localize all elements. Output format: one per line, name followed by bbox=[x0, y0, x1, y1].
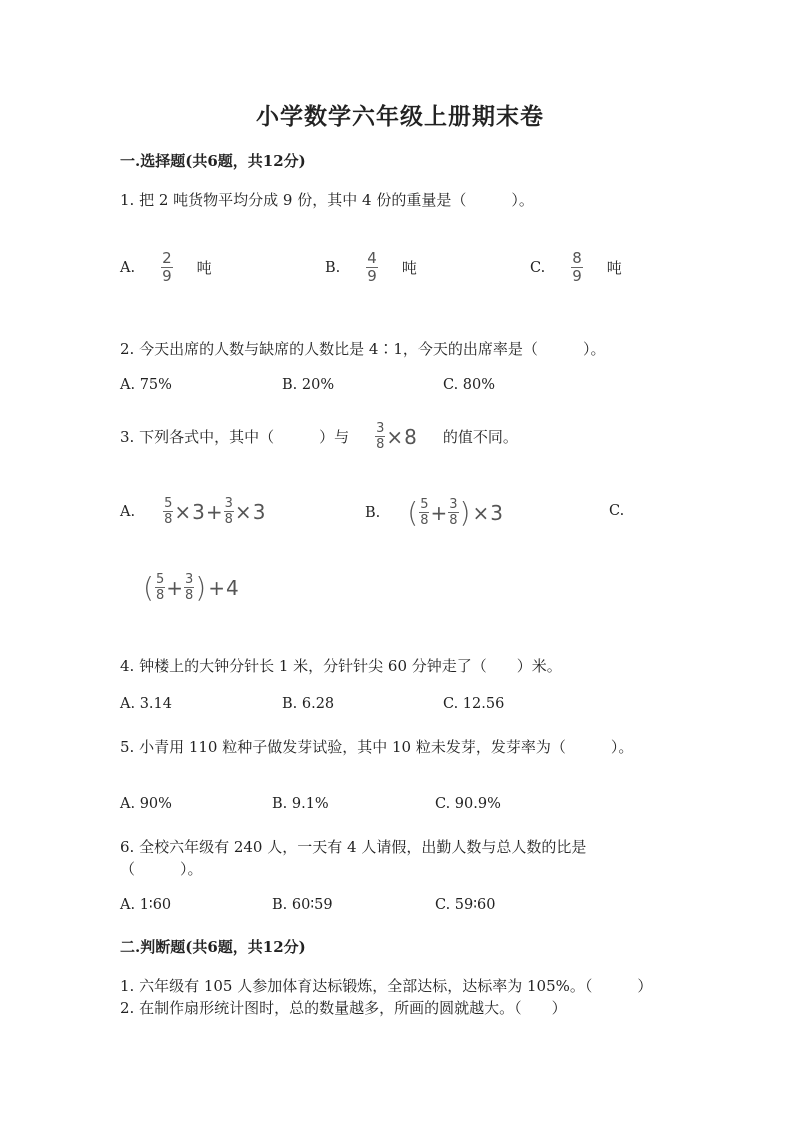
right-paren: ) bbox=[195, 571, 207, 604]
numerator: 5 bbox=[164, 496, 173, 511]
q4-option-a: A. 3.14 bbox=[120, 696, 172, 712]
q2-option-a: A. 75% bbox=[120, 377, 172, 393]
option-label: B. bbox=[365, 504, 381, 521]
fraction bbox=[155, 572, 165, 603]
denominator: 8 bbox=[155, 588, 165, 603]
question-3-before: 3. 下列各式中，其中（ ）与 bbox=[120, 428, 350, 446]
question-2-text: 2. 今天出席的人数与缺席的人数比是 4∶1，今天的出席率是（ ）。 bbox=[120, 340, 606, 358]
fraction bbox=[375, 421, 385, 452]
times-sign: × bbox=[472, 500, 490, 525]
unit-text: 吨 bbox=[606, 259, 622, 277]
numerator: 5 bbox=[420, 497, 429, 512]
q3-option-c-math bbox=[142, 571, 239, 604]
numerator: 3 bbox=[376, 421, 385, 436]
judgement-2-text: 2. 在制作扇形统计图时，总的数量越多，所画的圆就越大。（ ） bbox=[120, 999, 567, 1017]
question-1-text: 1. 把 2 吨货物平均分成 9 份，其中 4 份的重量是（ ）。 bbox=[120, 191, 534, 209]
question-6-text-line1: 6. 全校六年级有 240 人，一天有 4 人请假，出勤人数与总人数的比是 bbox=[120, 838, 587, 856]
q4-option-c: C. 12.56 bbox=[443, 696, 505, 712]
option-label: B. bbox=[325, 259, 341, 276]
numerator: 3 bbox=[184, 572, 194, 587]
option-label: C. bbox=[530, 259, 546, 276]
fraction bbox=[571, 250, 583, 285]
q2-option-c: C. 80% bbox=[443, 377, 496, 393]
fraction bbox=[366, 250, 378, 285]
unit-text: 吨 bbox=[196, 259, 212, 277]
numerator: 2 bbox=[162, 249, 172, 267]
value: 3 bbox=[490, 500, 503, 525]
q6-option-a: A. 1∶60 bbox=[120, 897, 172, 913]
times-sign: × bbox=[386, 424, 404, 449]
page-title: 小学数学六年级上册期末卷 bbox=[256, 103, 544, 130]
q5-option-a: A. 90% bbox=[120, 796, 172, 812]
q1-option-a bbox=[120, 250, 212, 285]
q2-option-b: B. 20% bbox=[282, 377, 335, 393]
right-paren: ) bbox=[459, 496, 471, 529]
value: 8 bbox=[404, 424, 417, 449]
denominator: 9 bbox=[162, 267, 172, 285]
value: 3 bbox=[252, 499, 266, 524]
q6-option-c: C. 59∶60 bbox=[435, 897, 496, 913]
denominator: 9 bbox=[572, 267, 582, 285]
fraction bbox=[163, 496, 173, 527]
denominator: 8 bbox=[420, 513, 429, 528]
q6-option-b: B. 60∶59 bbox=[272, 897, 333, 913]
judgement-1-text: 1. 六年级有 105 人参加体育达标锻炼，全部达标，达标率为 105%。（ ） bbox=[120, 977, 653, 995]
numerator: 3 bbox=[224, 496, 233, 511]
q1-option-b bbox=[325, 250, 417, 285]
fraction bbox=[448, 497, 458, 528]
fraction bbox=[184, 572, 194, 603]
q3-option-a-expression bbox=[163, 496, 265, 527]
plus-sign: + bbox=[208, 575, 225, 600]
value: 3 bbox=[192, 499, 205, 524]
plus-sign: + bbox=[166, 575, 183, 600]
fraction bbox=[224, 496, 234, 527]
numerator: 5 bbox=[155, 572, 165, 587]
denominator: 9 bbox=[367, 267, 377, 285]
q3-option-a bbox=[120, 496, 265, 527]
numerator: 8 bbox=[572, 249, 582, 267]
numerator: 4 bbox=[367, 249, 377, 267]
fraction bbox=[161, 250, 173, 285]
option-label: A. bbox=[120, 503, 136, 520]
q3-option-b-expression bbox=[406, 496, 503, 529]
times-sign: × bbox=[174, 499, 192, 524]
denominator: 8 bbox=[376, 437, 385, 452]
question-3-text bbox=[120, 421, 518, 452]
q4-option-b: B. 6.28 bbox=[282, 696, 335, 712]
question-4-text: 4. 钟楼上的大钟分针长 1 米，分针针尖 60 分钟走了（ ）米。 bbox=[120, 657, 562, 675]
q5-option-c: C. 90.9% bbox=[435, 796, 501, 812]
unit-text: 吨 bbox=[401, 259, 417, 277]
question-6-text-line2: （ ）。 bbox=[120, 860, 203, 878]
q5-option-b: B. 9.1% bbox=[272, 796, 329, 812]
denominator: 8 bbox=[184, 588, 194, 603]
plus-sign: + bbox=[430, 500, 448, 525]
q3-option-c-label: C. bbox=[609, 503, 625, 519]
fraction bbox=[419, 497, 429, 528]
option-label: A. bbox=[120, 259, 136, 276]
q1-option-c bbox=[530, 250, 622, 285]
left-paren: ( bbox=[143, 571, 154, 604]
question-3-after: 的值不同。 bbox=[442, 428, 518, 446]
section-heading-choice: 一.选择题(共6题，共12分) bbox=[120, 152, 306, 170]
left-paren: ( bbox=[407, 496, 419, 529]
plus-sign: + bbox=[205, 499, 223, 524]
denominator: 8 bbox=[449, 513, 458, 528]
q3-option-b bbox=[365, 496, 503, 529]
value: 4 bbox=[225, 575, 239, 600]
question-5-text: 5. 小青用 110 粒种子做发芽试验，其中 10 粒未发芽，发芽率为（ ）。 bbox=[120, 738, 634, 756]
denominator: 8 bbox=[164, 512, 173, 527]
q3-expression bbox=[375, 421, 417, 452]
numerator: 3 bbox=[449, 497, 458, 512]
times-sign: × bbox=[234, 499, 252, 524]
denominator: 8 bbox=[224, 512, 233, 527]
q3-option-c-expression bbox=[142, 571, 239, 604]
section-heading-judgement: 二.判断题(共6题，共12分) bbox=[120, 938, 306, 956]
